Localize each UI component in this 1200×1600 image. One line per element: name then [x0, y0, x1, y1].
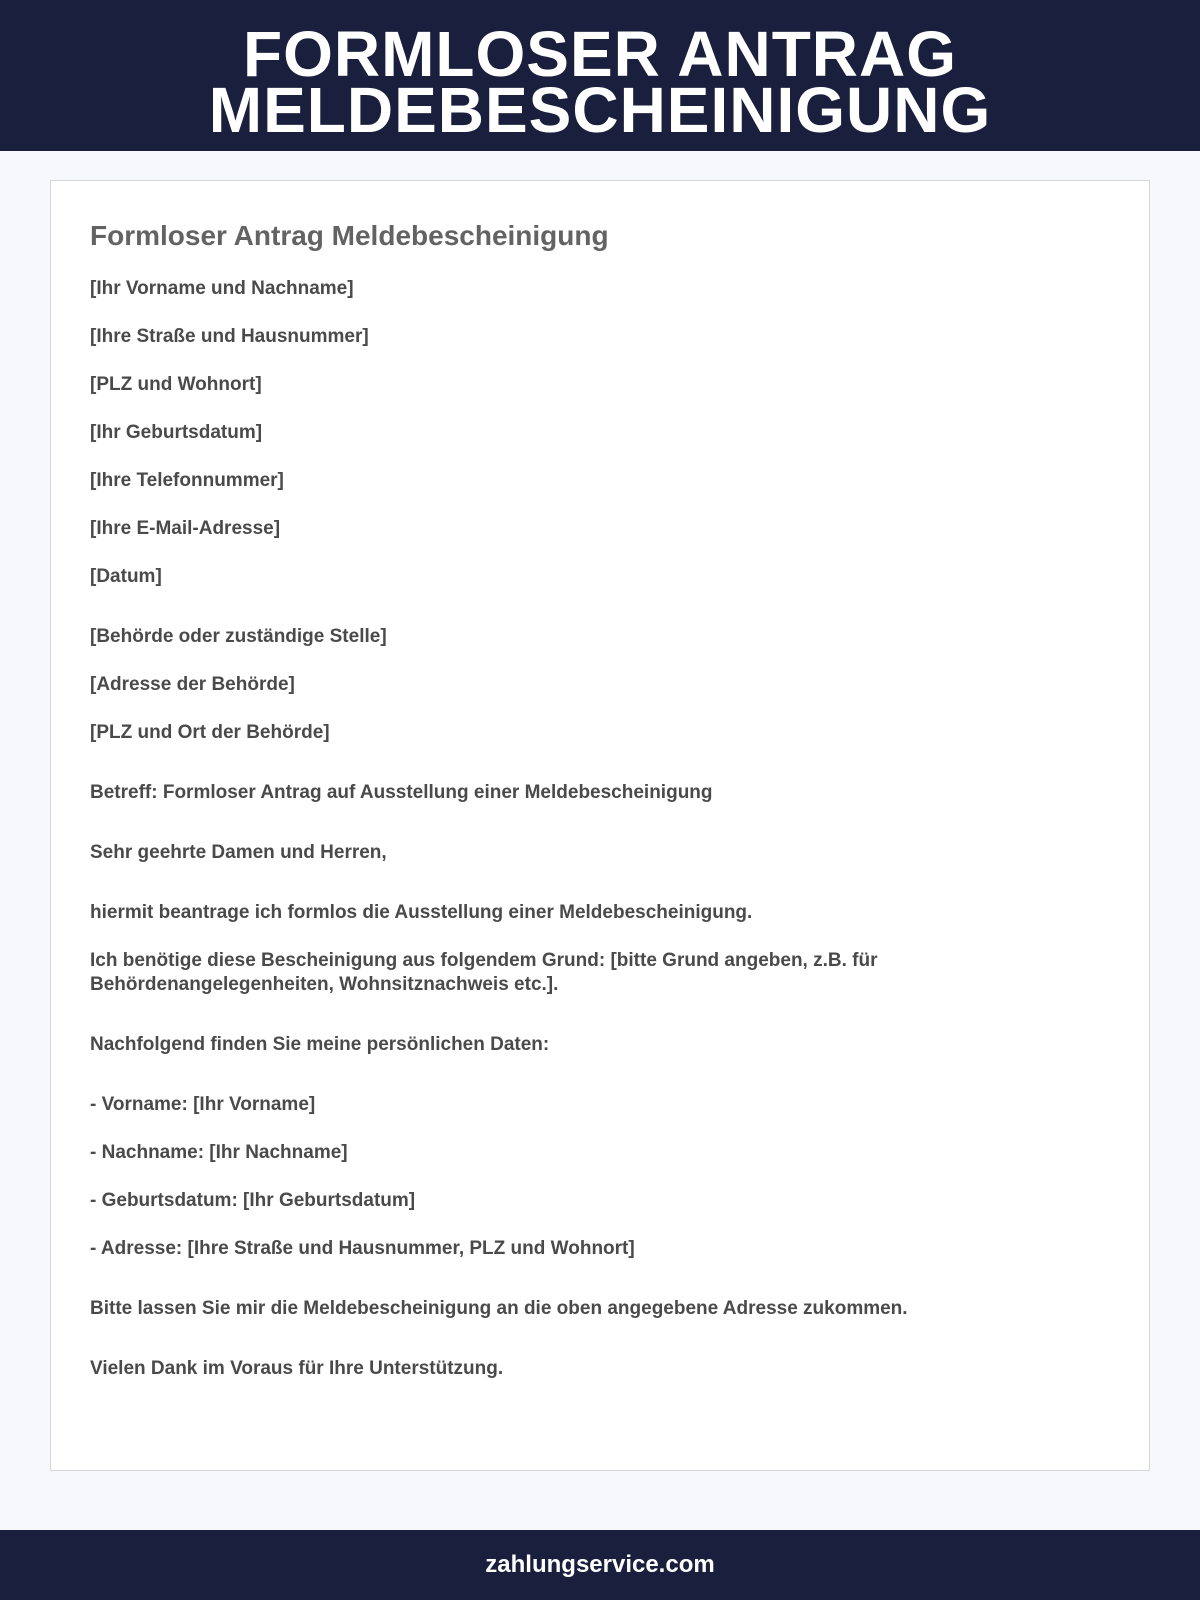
recipient-city: [PLZ und Ort der Behörde] [90, 722, 330, 743]
sender-street: [Ihre Straße und Hausnummer] [90, 326, 369, 347]
closing-thanks: Vielen Dank im Voraus für Ihre Unterstützung. [90, 1358, 504, 1379]
page-footer [0, 1530, 1200, 1600]
banner-title-line-2: MELDEBESCHEINIGUNG [208, 74, 992, 146]
letter-date: [Datum] [90, 566, 162, 587]
salutation: Sehr geehrte Damen und Herren, [90, 842, 387, 863]
letter-card [50, 180, 1150, 1471]
sender-name: [Ihr Vorname und Nachname] [90, 278, 354, 299]
document-title: Formloser Antrag Meldebescheinigung [90, 220, 609, 251]
recipient-address: [Adresse der Behörde] [90, 674, 295, 695]
banner-title-line-1: FORMLOSER ANTRAG [242, 18, 958, 90]
sender-phone: [Ihre Telefonnummer] [90, 470, 284, 491]
footer-site-name: zahlungservice.com [485, 1551, 715, 1578]
body-paragraph-reason: Ich benötige diese Bescheinigung aus folgendem Grund: [bitte Grund angeben, z.B. für Behördenangelegenheiten, Wohnsitznachweis etc.]. [90, 950, 878, 995]
recipient-authority: [Behörde oder zuständige Stelle] [90, 626, 387, 647]
personal-data-item: - Adresse: [Ihre Straße und Hausnummer, PLZ und Wohnort] [90, 1238, 635, 1259]
subject-line: Betreff: Formloser Antrag auf Ausstellung einer Meldebescheinigung [90, 782, 713, 803]
body-paragraph: hiermit beantrage ich formlos die Ausstellung einer Meldebescheinigung. [90, 902, 753, 923]
closing-request: Bitte lassen Sie mir die Meldebescheinigung an die oben angegebene Adresse zukommen. [90, 1298, 908, 1319]
personal-data-item: - Geburtsdatum: [Ihr Geburtsdatum] [90, 1190, 416, 1211]
sender-email: [Ihre E-Mail-Adresse] [90, 518, 281, 539]
body-paragraph-data-intro: Nachfolgend finden Sie meine persönlichen Daten: [90, 1034, 550, 1055]
sender-city: [PLZ und Wohnort] [90, 374, 262, 395]
page-banner [0, 0, 1200, 151]
personal-data-item: - Vorname: [Ihr Vorname] [90, 1094, 316, 1115]
sender-birthdate: [Ihr Geburtsdatum] [90, 422, 263, 443]
personal-data-item: - Nachname: [Ihr Nachname] [90, 1142, 348, 1163]
